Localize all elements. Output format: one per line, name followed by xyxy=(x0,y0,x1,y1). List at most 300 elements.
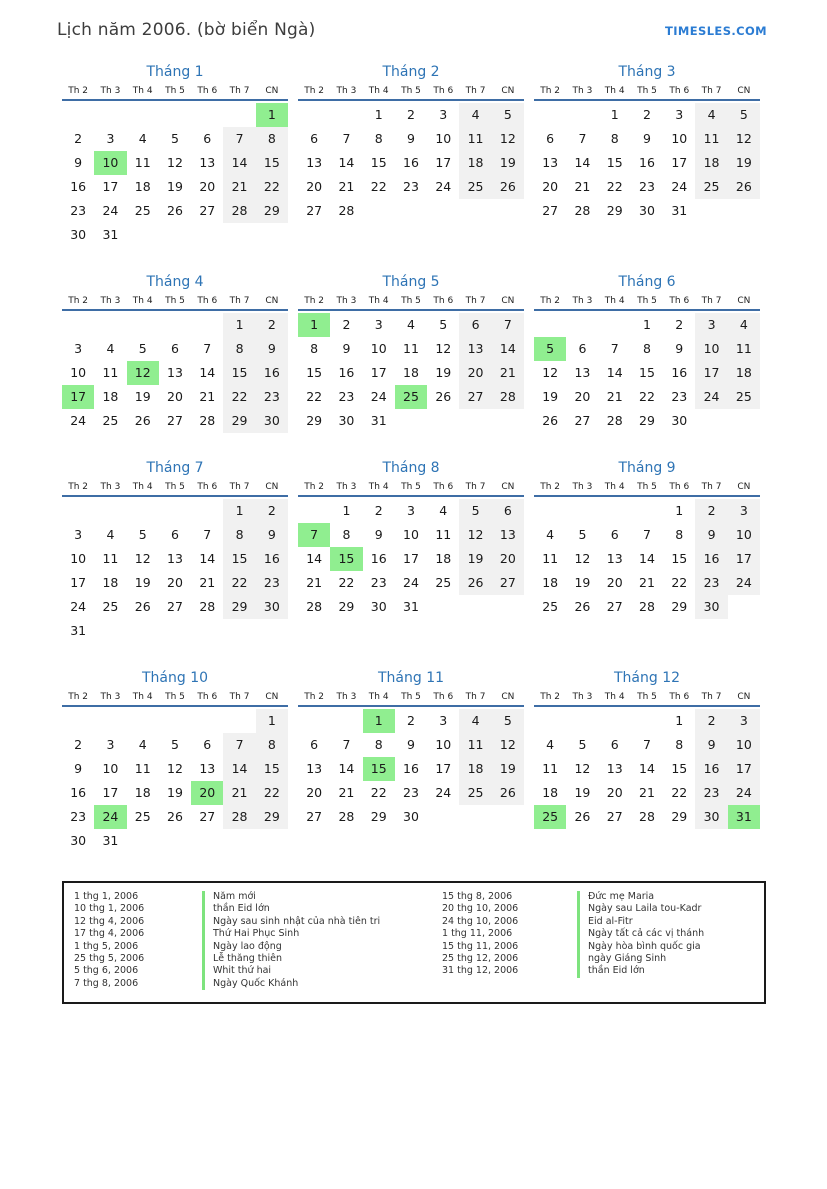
weekday-header: Th 2 xyxy=(304,296,325,306)
weekday-header: Th 5 xyxy=(401,692,421,702)
weekday-header: Th 7 xyxy=(229,86,250,96)
empty-cell xyxy=(534,499,566,523)
weekday-header: Th 7 xyxy=(465,692,486,702)
day-cell: 21 xyxy=(199,389,216,404)
weekday-header: Th 7 xyxy=(701,482,722,492)
day-cell: 9 xyxy=(695,733,727,757)
weekday-header: Th 2 xyxy=(68,86,89,96)
weekday-header: Th 2 xyxy=(68,482,89,492)
day-cell: 29 xyxy=(223,595,255,619)
empty-cell xyxy=(94,499,126,523)
day-cell-holiday: 20 xyxy=(191,781,223,805)
legend-date: 5 thg 6, 2006 xyxy=(74,965,139,977)
weekday-header: Th 6 xyxy=(197,692,218,702)
day-cell: 5 xyxy=(171,737,179,752)
empty-cell xyxy=(191,313,223,337)
day-cell: 13 xyxy=(606,761,623,776)
weekday-header-row xyxy=(298,296,524,311)
day-cell: 5 xyxy=(138,527,147,542)
day-cell: 25 xyxy=(695,175,727,199)
day-cell: 17 xyxy=(435,761,452,776)
day-cell: 13 xyxy=(306,155,323,170)
holiday-marker-bar xyxy=(202,978,205,990)
day-cell: 18 xyxy=(459,151,491,175)
day-cell-holiday: 31 xyxy=(728,805,760,829)
legend-date: 1 thg 11, 2006 xyxy=(442,928,513,940)
month-title: Tháng 12 xyxy=(613,670,681,686)
day-cell: 18 xyxy=(102,575,119,590)
day-cell: 7 xyxy=(578,131,587,146)
day-cell: 21 xyxy=(639,785,655,800)
day-cell: 14 xyxy=(639,551,655,566)
day-cell: 26 xyxy=(574,599,591,614)
day-cell: 14 xyxy=(606,365,623,380)
month-title: Tháng 4 xyxy=(146,274,204,290)
weekday-header: Th 5 xyxy=(401,296,421,306)
empty-cell xyxy=(566,499,598,523)
day-cell: 11 xyxy=(102,365,119,380)
day-cell: 9 xyxy=(256,337,288,361)
weekday-header: Th 7 xyxy=(229,692,250,702)
day-cell: 27 xyxy=(199,809,216,824)
month-12 xyxy=(534,670,760,853)
weekday-header-row xyxy=(534,86,760,101)
weekday-header: Th 7 xyxy=(701,296,722,306)
day-cell: 8 xyxy=(374,737,383,752)
day-cell: 21 xyxy=(223,175,255,199)
day-cell: 12 xyxy=(574,761,591,776)
day-cell: 26 xyxy=(492,781,524,805)
month-title: Tháng 1 xyxy=(146,64,204,80)
month-4 xyxy=(62,274,288,433)
weekday-header: Th 7 xyxy=(465,86,486,96)
empty-cell xyxy=(127,499,159,523)
day-cell: 24 xyxy=(435,785,452,800)
day-cell-holiday: 25 xyxy=(534,805,566,829)
day-grid xyxy=(534,499,760,619)
day-cell: 22 xyxy=(370,785,387,800)
weekday-header: Th 2 xyxy=(68,692,89,702)
weekday-header: Th 3 xyxy=(572,86,593,96)
day-cell: 1 xyxy=(374,107,383,122)
legend-row xyxy=(442,903,756,915)
day-cell: 22 xyxy=(606,179,623,194)
holiday-marker-bar xyxy=(202,891,205,903)
day-cell: 11 xyxy=(728,337,760,361)
day-cell: 17 xyxy=(370,365,387,380)
day-cell: 6 xyxy=(310,737,319,752)
day-cell: 11 xyxy=(542,761,559,776)
day-cell: 23 xyxy=(695,571,727,595)
day-cell: 22 xyxy=(671,575,688,590)
day-cell: 10 xyxy=(435,131,452,146)
month-11 xyxy=(298,670,524,853)
legend-column-left xyxy=(74,891,442,990)
month-7 xyxy=(62,460,288,643)
day-cell: 27 xyxy=(167,599,183,614)
month-title: Tháng 9 xyxy=(618,460,676,476)
empty-cell xyxy=(127,709,159,733)
day-cell: 26 xyxy=(728,175,760,199)
day-cell: 6 xyxy=(203,131,212,146)
legend-holiday-name: Lễ thăng thiên xyxy=(213,953,283,965)
day-cell: 2 xyxy=(695,709,727,733)
day-cell: 9 xyxy=(256,523,288,547)
weekday-header: Th 5 xyxy=(637,296,657,306)
day-cell: 9 xyxy=(374,527,383,542)
month-10 xyxy=(62,670,288,853)
day-cell: 25 xyxy=(134,203,151,218)
day-cell: 18 xyxy=(403,365,419,380)
legend-row xyxy=(74,916,442,928)
day-cell: 2 xyxy=(407,107,415,122)
weekday-header-row xyxy=(62,692,288,707)
empty-cell xyxy=(159,499,191,523)
day-cell: 15 xyxy=(671,761,688,776)
day-cell: 6 xyxy=(578,341,587,356)
day-cell: 16 xyxy=(695,547,727,571)
day-cell: 11 xyxy=(134,155,151,170)
day-cell: 27 xyxy=(167,413,183,428)
day-cell: 27 xyxy=(492,571,524,595)
day-cell: 16 xyxy=(70,785,87,800)
day-cell: 26 xyxy=(167,203,183,218)
legend-date: 15 thg 8, 2006 xyxy=(442,891,513,902)
weekday-header: Th 4 xyxy=(604,692,625,702)
day-cell: 7 xyxy=(342,131,351,146)
weekday-header: Th 2 xyxy=(304,482,325,492)
weekday-header: Th 5 xyxy=(637,482,657,492)
day-cell: 8 xyxy=(643,341,651,356)
weekday-header-row xyxy=(298,86,524,101)
day-cell: 7 xyxy=(223,733,255,757)
day-cell: 11 xyxy=(102,551,119,566)
brand-link[interactable]: TIMESLES.COM xyxy=(665,24,767,38)
weekday-header: Th 5 xyxy=(401,482,421,492)
day-cell: 21 xyxy=(606,389,623,404)
day-cell: 3 xyxy=(407,503,415,518)
weekday-header: Th 7 xyxy=(701,86,722,96)
empty-cell xyxy=(191,103,223,127)
day-cell: 5 xyxy=(578,527,587,542)
weekday-header: Th 2 xyxy=(68,296,89,306)
weekday-header: Th 6 xyxy=(433,482,454,492)
day-cell: 9 xyxy=(74,155,83,170)
day-cell: 14 xyxy=(574,155,591,170)
day-cell: 13 xyxy=(167,551,183,566)
day-cell: 23 xyxy=(256,571,288,595)
empty-cell xyxy=(298,709,330,733)
weekday-header: Th 6 xyxy=(669,692,690,702)
weekday-header: CN xyxy=(737,296,751,306)
weekday-header: Th 4 xyxy=(132,482,153,492)
day-cell: 11 xyxy=(695,127,727,151)
day-cell: 8 xyxy=(223,523,255,547)
day-cell: 4 xyxy=(138,737,147,752)
day-cell: 30 xyxy=(695,805,727,829)
day-cell: 17 xyxy=(671,155,688,170)
weekday-header: Th 2 xyxy=(304,692,325,702)
day-cell: 4 xyxy=(439,503,448,518)
weekday-header: CN xyxy=(265,692,279,702)
month-title: Tháng 7 xyxy=(146,460,204,476)
day-cell: 25 xyxy=(542,599,559,614)
weekday-header: Th 7 xyxy=(701,692,722,702)
empty-cell xyxy=(631,499,663,523)
holiday-marker-bar xyxy=(202,941,205,953)
page-header xyxy=(57,20,767,40)
empty-cell xyxy=(191,709,223,733)
day-cell: 1 xyxy=(223,499,255,523)
day-cell: 25 xyxy=(728,385,760,409)
day-cell: 3 xyxy=(374,317,383,332)
day-cell: 13 xyxy=(492,523,524,547)
weekday-header-row xyxy=(534,692,760,707)
month-title: Tháng 8 xyxy=(382,460,440,476)
day-cell: 23 xyxy=(70,809,87,824)
day-cell-holiday: 7 xyxy=(298,523,330,547)
day-cell: 17 xyxy=(102,179,119,194)
day-cell: 6 xyxy=(610,737,619,752)
month-3 xyxy=(534,64,760,247)
weekday-header: Th 4 xyxy=(132,296,153,306)
holiday-marker-bar xyxy=(202,965,205,977)
day-cell: 19 xyxy=(167,785,183,800)
day-cell: 14 xyxy=(492,337,524,361)
day-cell: 28 xyxy=(639,809,655,824)
legend-holiday-name: Ngày Quốc Khánh xyxy=(213,977,299,989)
weekday-header: Th 6 xyxy=(669,296,690,306)
legend-date: 20 thg 10, 2006 xyxy=(442,903,519,915)
day-cell: 3 xyxy=(439,713,448,728)
day-cell: 6 xyxy=(203,737,212,752)
legend-holiday-name: Whit thứ hai xyxy=(213,965,272,977)
empty-cell xyxy=(127,313,159,337)
holiday-marker-bar xyxy=(202,953,205,965)
day-cell: 29 xyxy=(370,809,387,824)
day-cell: 2 xyxy=(374,503,383,518)
weekday-header: Th 5 xyxy=(165,482,185,492)
holiday-marker-bar xyxy=(577,903,580,915)
month-8 xyxy=(298,460,524,643)
day-cell: 1 xyxy=(610,107,619,122)
weekday-header: Th 3 xyxy=(336,482,357,492)
weekday-header: Th 6 xyxy=(433,296,454,306)
day-cell: 11 xyxy=(435,527,452,542)
day-cell: 20 xyxy=(167,575,183,590)
day-cell: 30 xyxy=(256,409,288,433)
empty-cell xyxy=(191,499,223,523)
legend-holiday-name: Đức mẹ Maria xyxy=(588,891,655,902)
day-cell: 19 xyxy=(492,757,524,781)
day-cell: 23 xyxy=(256,385,288,409)
weekday-header: Th 6 xyxy=(197,482,218,492)
day-cell: 31 xyxy=(70,623,87,638)
day-cell: 10 xyxy=(728,523,760,547)
day-cell: 3 xyxy=(106,131,115,146)
day-cell: 6 xyxy=(546,131,555,146)
month-5 xyxy=(298,274,524,433)
day-cell: 20 xyxy=(199,179,216,194)
day-cell: 22 xyxy=(256,781,288,805)
day-cell: 3 xyxy=(675,107,684,122)
weekday-header: Th 6 xyxy=(669,86,690,96)
day-cell-holiday: 1 xyxy=(363,709,395,733)
legend-row xyxy=(442,953,756,965)
day-cell: 9 xyxy=(342,341,351,356)
day-cell: 20 xyxy=(492,547,524,571)
day-cell: 17 xyxy=(403,551,419,566)
day-cell: 5 xyxy=(578,737,587,752)
day-cell: 19 xyxy=(542,389,559,404)
day-cell: 5 xyxy=(492,103,524,127)
weekday-header: Th 6 xyxy=(197,296,218,306)
legend-row xyxy=(74,953,442,965)
day-cell: 15 xyxy=(223,361,255,385)
day-cell: 13 xyxy=(306,761,323,776)
day-cell: 22 xyxy=(223,385,255,409)
day-cell: 10 xyxy=(728,733,760,757)
day-cell: 29 xyxy=(606,203,623,218)
holiday-marker-bar xyxy=(577,941,580,953)
empty-cell xyxy=(534,103,566,127)
day-cell: 30 xyxy=(70,227,87,242)
day-cell: 4 xyxy=(695,103,727,127)
day-cell: 28 xyxy=(223,199,255,223)
day-cell: 5 xyxy=(171,131,179,146)
day-cell: 26 xyxy=(492,175,524,199)
month-1 xyxy=(62,64,288,247)
weekday-header: CN xyxy=(501,86,515,96)
empty-cell xyxy=(298,499,330,523)
day-cell: 26 xyxy=(134,599,151,614)
day-cell: 23 xyxy=(338,389,355,404)
day-cell: 3 xyxy=(728,499,760,523)
day-cell-holiday: 15 xyxy=(363,757,395,781)
day-cell: 2 xyxy=(643,107,651,122)
empty-cell xyxy=(94,103,126,127)
legend-row xyxy=(442,928,756,940)
day-cell: 24 xyxy=(695,385,727,409)
legend-row xyxy=(74,891,442,903)
day-cell: 6 xyxy=(171,527,179,542)
day-cell: 4 xyxy=(459,709,491,733)
day-grid xyxy=(298,499,524,619)
day-cell: 1 xyxy=(675,713,684,728)
day-cell: 12 xyxy=(435,341,452,356)
day-cell: 30 xyxy=(70,833,87,848)
day-cell: 25 xyxy=(435,575,452,590)
day-cell: 8 xyxy=(374,131,383,146)
day-cell: 13 xyxy=(167,365,183,380)
weekday-header: CN xyxy=(737,86,751,96)
day-cell: 20 xyxy=(167,389,183,404)
day-cell: 4 xyxy=(407,317,415,332)
day-cell: 21 xyxy=(639,575,655,590)
day-cell: 5 xyxy=(728,103,760,127)
weekday-header-row xyxy=(62,86,288,101)
day-cell: 26 xyxy=(167,809,183,824)
day-cell: 13 xyxy=(199,155,216,170)
weekday-header: CN xyxy=(501,692,515,702)
legend-date: 15 thg 11, 2006 xyxy=(442,940,519,952)
day-cell: 26 xyxy=(134,413,151,428)
month-2 xyxy=(298,64,524,247)
day-cell: 10 xyxy=(695,337,727,361)
day-cell: 13 xyxy=(199,761,216,776)
day-cell: 11 xyxy=(459,127,491,151)
weekday-header-row xyxy=(62,296,288,311)
day-cell: 19 xyxy=(728,151,760,175)
day-cell: 7 xyxy=(223,127,255,151)
day-cell: 6 xyxy=(459,313,491,337)
day-cell: 3 xyxy=(106,737,115,752)
day-cell: 20 xyxy=(542,179,559,194)
day-cell: 16 xyxy=(338,365,355,380)
legend-row xyxy=(74,965,442,977)
weekday-header: Th 5 xyxy=(165,296,185,306)
day-cell: 3 xyxy=(728,709,760,733)
weekday-header: Th 3 xyxy=(100,296,121,306)
weekday-header: Th 7 xyxy=(229,482,250,492)
weekday-header: Th 7 xyxy=(465,482,486,492)
weekday-header: Th 4 xyxy=(368,296,389,306)
weekday-header: Th 7 xyxy=(229,296,250,306)
day-cell: 28 xyxy=(338,203,355,218)
day-cell: 30 xyxy=(671,413,688,428)
day-cell: 29 xyxy=(223,409,255,433)
day-cell: 8 xyxy=(256,733,288,757)
day-cell: 10 xyxy=(70,365,87,380)
day-cell: 24 xyxy=(728,781,760,805)
day-grid xyxy=(62,103,288,247)
weekday-header: CN xyxy=(265,482,279,492)
day-cell: 4 xyxy=(459,103,491,127)
day-cell: 16 xyxy=(370,551,387,566)
day-cell: 4 xyxy=(106,527,115,542)
day-cell: 2 xyxy=(256,313,288,337)
day-cell: 18 xyxy=(542,575,559,590)
legend-holiday-name: Eid al-Fitr xyxy=(588,915,633,927)
legend-holiday-name: Năm mới xyxy=(213,891,256,902)
empty-cell xyxy=(159,709,191,733)
day-cell: 28 xyxy=(306,599,323,614)
weekday-header-row xyxy=(534,482,760,497)
legend-date: 17 thg 4, 2006 xyxy=(74,928,145,940)
weekday-header: Th 3 xyxy=(100,86,121,96)
day-cell: 21 xyxy=(223,781,255,805)
day-cell: 19 xyxy=(492,151,524,175)
day-cell: 20 xyxy=(606,575,623,590)
day-cell: 20 xyxy=(574,389,591,404)
day-cell-holiday: 5 xyxy=(534,337,566,361)
empty-cell xyxy=(330,103,362,127)
day-cell-holiday: 12 xyxy=(127,361,159,385)
day-cell: 11 xyxy=(459,733,491,757)
day-cell: 14 xyxy=(223,757,255,781)
day-cell: 2 xyxy=(256,499,288,523)
day-cell: 6 xyxy=(610,527,619,542)
day-cell: 17 xyxy=(102,785,119,800)
day-cell-holiday: 1 xyxy=(256,103,288,127)
day-cell: 29 xyxy=(639,413,655,428)
day-cell: 14 xyxy=(338,761,355,776)
holiday-marker-bar xyxy=(202,928,205,940)
day-cell-holiday: 15 xyxy=(330,547,362,571)
day-cell: 24 xyxy=(728,571,760,595)
legend-holiday-name: Ngày lao động xyxy=(213,940,282,952)
day-cell: 6 xyxy=(171,341,179,356)
